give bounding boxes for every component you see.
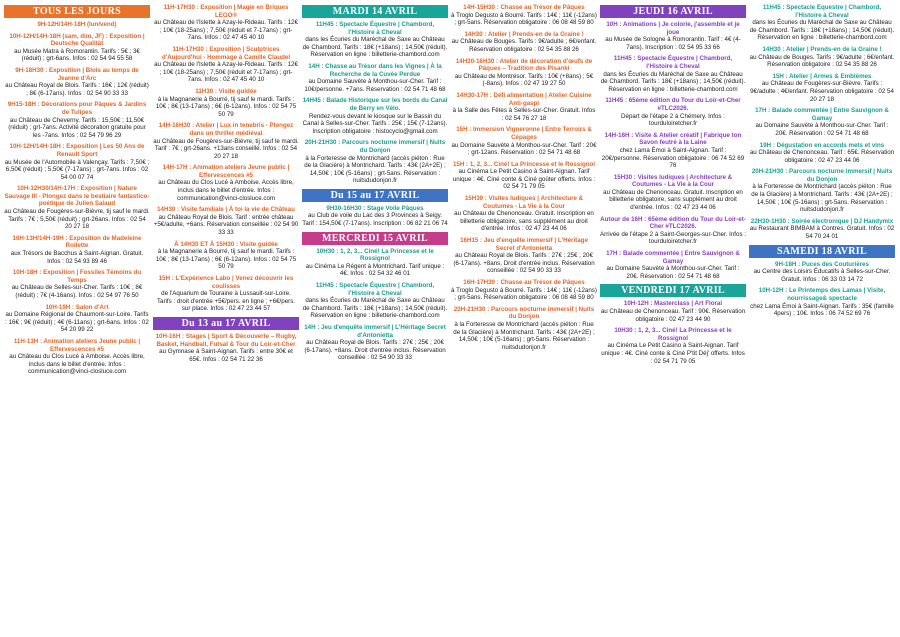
event-title: 10H-12H/14H-18H (sam, dim, JF) : Exposition | Deutsche Qualität: [9, 32, 145, 48]
event-details: au Château Royal de Blois. Tarifs : 27€ ; 25€ ; 20€ (6-17ans). +8ans. Droit d'entrée inclus. Réservation conseillée : 02 54 90 33 33: [304, 339, 446, 362]
event-details: au Château du Clos Lucé à Amboise. Accès libre, inclus dans le billet d'entrée. Infos : communication@vinci-closluce.com: [9, 353, 145, 376]
event-details: au Domaine Régional de Chaumont-sur-Loire. Tarifs : 16€ ; 9€ (réduit) ; 4€ (6-11ans) ; grt-6ans. Infos : 02 54 20 99 22: [5, 311, 149, 334]
event-entry: [600, 55, 746, 93]
event-details: au Château de Chenonceau. Gratuit. Inscription en billetterie obligatoire, sans supplément au droit d'entrée. Infos : 02 47 23 44 06: [454, 210, 594, 233]
event-entry: [600, 327, 746, 365]
event-title: 20H-21H30 : Parcours nocturne immersif | Nuits du Donjon: [453, 305, 595, 321]
event-entry: [302, 97, 448, 135]
event-title: À 14H30 ET À 15H30 : Visite guidée: [174, 240, 278, 248]
agenda-column: [749, 4, 895, 633]
event-details: au Château de Selles-sur-Cher. Tarifs : 10€ ; 8€ (réduit) ; 7€ (4-16ans). Infos : 02 54 97 76 50: [11, 284, 143, 299]
event-entry: [451, 31, 597, 54]
day-banner: Du 15 au 17 AVRIL: [302, 189, 448, 202]
event-details: à la Forteresse de Montrichard (accès piéton : Rue de la Glacière) à Montrichard. Tarifs : 43€ (2A+2E) ; 14,50€ ; 10€ (5-16ans) ; grt-5ans. Réservation : nuitsdudonjon.fr: [304, 154, 446, 185]
event-entry: [153, 241, 299, 271]
event-entry: [4, 304, 150, 334]
event-details: au Cinéma Le Petit Casino à Saint-Aignan. Tarif unique : 4€. Ciné conte & Ciné P'tit Déj' offerts. Infos : 02 54 71 79 05: [601, 342, 745, 365]
event-entry: [4, 269, 150, 299]
event-title: 14H-17H : Animation ateliers Jeune public | Effervescences #5: [162, 164, 290, 179]
event-title: 20H-21H30 : Parcours nocturne immersif | Nuits du Donjon: [304, 139, 446, 154]
event-entry: [4, 338, 150, 376]
event-details: chez Lama Émoi à Saint-Aignan. Tarifs : 35€ (famille 4pers) ; 10€. Infos : 06 74 52 69 76: [750, 302, 894, 318]
event-title: 9H-18H30 : Exposition | Blois au temps de Jeanne d'Arc: [15, 66, 139, 82]
event-details: au Château Royal de Blois. Tarifs : 16€ ; 12€ (réduit) ; 8€ (6-17ans). Infos : 02 54 90 33 33: [5, 82, 149, 97]
event-title: 15H : Immersion Vigneronne | Entre Terroirs & Cépages: [456, 126, 592, 141]
event-title: 11H45 : Spectacle Équestre | Chambord, l'Histoire à Cheval: [613, 55, 733, 70]
event-details: au Restaurant BIMBAM à Contres. Gratuit. Infos : 02 54 70 24 01: [749, 225, 895, 241]
event-entry: [302, 139, 448, 185]
event-details: au Domaine Sauvète à Monthou-sur-Cher. Tarif : 10€/personne. +7ans. Réservation : 02 54 71 48 68: [304, 78, 446, 93]
event-entry: [451, 237, 597, 275]
event-entry: [153, 46, 299, 84]
event-title: 11H45 : Spectacle Équestre | Chambord, l'Histoire à Cheval: [762, 4, 882, 19]
event-details: au Musée Matra à Romorantin. Tarifs : 5€ ; 3€ (réduit) ; grt-6ans. Infos : 02 54 94 55 58: [14, 47, 140, 63]
event-entry: [302, 21, 448, 59]
event-title: 15H : Atelier | Armes & Emblèmes: [772, 72, 872, 80]
event-details: au Musée de l'Automobile à Valençay. Tarifs : 7,50€ ; 6,50€ (réduit) ; 5,50€ (7-17ans) ; grt-7ans. Infos : 02 54 00 07 74: [4, 158, 150, 181]
day-banner: Du 13 au 17 AVRIL: [153, 317, 299, 330]
event-title: 10H-13H/14H-19H : Exposition de Madeleine Roilette: [12, 234, 142, 250]
event-entry: [749, 218, 895, 241]
event-entry: [153, 4, 299, 42]
event-entry: [749, 107, 895, 137]
event-details: au Château de Fougères-sur-Bièvre, tij sauf le mardi. Tarifs : 7€ ; 5,50€ (réduit) ; grt-26ans. Infos : 02 54 20 27 18: [4, 208, 150, 231]
event-entry: [749, 73, 895, 103]
agenda-column: [4, 4, 150, 633]
event-entry: [4, 101, 150, 139]
event-title: 10H : Animations | Je colorie, j'assemble et je joue: [606, 21, 740, 36]
event-title: 14H30-17H : Défi alimentation | Atelier Cuisine Anti-gaspi: [456, 91, 592, 107]
day-banner: MARDI 14 AVRIL: [302, 5, 448, 18]
event-details: au Château de Montrésor. Tarifs : 10€ (+8ans) ; 5€ (-8ans). Infos : 02 47 19 27 50: [454, 72, 594, 88]
event-entry: [749, 46, 895, 69]
event-title: 15H : 1, 2, 3... Ciné! La Princesse et le Rossignol: [452, 160, 596, 168]
event-entry: [600, 21, 746, 51]
event-title: 10H-19H : Salon d'Art: [45, 303, 109, 311]
event-title: 20H-21H30 : Parcours nocturne immersif | Nuits du Donjon: [751, 168, 893, 183]
event-entry: [4, 21, 150, 29]
event-details: aux Trésors de Bacchus à Saint-Aignan. Gratuit. Infos : 02 54 93 89 46: [10, 250, 144, 265]
event-details: au Club de voile du Lac des 3 Provinces à Seigy. Tarif : 154,50€ (7-17ans). Inscription : 06 82 21 06 74: [302, 212, 448, 228]
agenda-column: [600, 4, 746, 633]
event-title: 11H-17H30 : Exposition | Magie en Briques LEGO®: [163, 4, 289, 19]
event-entry: [600, 132, 746, 170]
event-entry: [451, 58, 597, 88]
event-title: 14H-16H30 : Atelier | Lux in tenebris - Plongez dans un thriller médiéval: [158, 122, 294, 137]
event-title: 22H30-1H30 : Soirée électronique | DJ Handymix: [750, 217, 894, 225]
event-details: à Troglo Degusto à Bourré. Tarifs : 14€ ; 11€ (-12ans) ; grt-5ans. Réservation obligatoire : 06 08 48 59 80: [451, 286, 597, 302]
event-details: de l'Aquarium de Touraine à Lussault-sur-Loire. Tarifs : droit d'entrée +5€/pers. en ligne ; +6€/pers. sur place. Infos : 02 47 23 44 57: [156, 290, 296, 313]
event-details: dans les Écuries du Maréchal de Saxe au Château de Chambord. Tarifs : 18€ (+18ans) ; 14,50€ (réduit). Réservation en ligne : billetterie-chambord.com: [302, 297, 448, 320]
event-entry: [749, 142, 895, 165]
event-title: 10H-12H : Masterclass | Art Floral: [623, 300, 723, 308]
event-entry: [153, 206, 299, 236]
event-title: 14H-16H : Visite & Atelier créatif | Fabrique ton Savon feutré à la Laine: [604, 131, 742, 147]
event-details: à la Salle des Fêtes à Selles-sur-Cher. Gratuit. Infos : 02 54 76 27 18: [452, 107, 596, 122]
event-title: 14H30-16H30 : Atelier de décoration d'œufs de Pâques – Tradition des Pisanki: [455, 57, 593, 73]
event-details: à la Forteresse de Montrichard (accès piéton : Rue de la Glacière) à Montrichard. Tarifs : 43€ (2A+2E) ; 14,50€ ; 10€ (5-16ans) ; grt-5ans. Réservation : nuitsdudonjon.fr: [751, 183, 893, 214]
day-banner: JEUDI 16 AVRIL: [600, 5, 746, 18]
event-entry: [451, 4, 597, 27]
agenda-column: [451, 4, 597, 633]
event-details: au Musée de Sologne à Romorantin. Tarif : 4€ (4-7ans). Inscription : 02 54 95 33 66: [605, 36, 741, 51]
event-details: au Château de Bouges. Tarifs : 9€/adulte ; 6€/enfant. Réservation obligatoire : 02 54 35 88 26: [451, 38, 597, 53]
event-details: au Château de Chenonceau. Gratuit. Inscription en billetterie obligatoire, sans supplément au droit d'entrée. Infos : 02 47 23 44 06: [603, 188, 743, 212]
event-details: dans les Écuries du Maréchal de Saxe au Château de Chambord. Tarifs : 18€ (+18ans) ; 14,50€ (réduit). Réservation en ligne : billetterie-chambord.com: [600, 70, 746, 93]
event-details: au Domaine Sauvète à Monthou-sur-Cher. Tarif : 20€ ; grt-12ans. Réservation : 02 54 71 48 68: [451, 141, 597, 157]
event-details: au Château de Cheverny. Tarifs : 15,50€ ; 11,50€ (réduit) ; grt-7ans. Activité décoration gratuite pour les -7ans. Infos : 02 54 79 96 29: [8, 116, 146, 139]
day-banner: TOUS LES JOURS: [4, 5, 150, 18]
event-title: 14H : Jeu d'enquête immersif | L'Héritage Secret d'Antonietta: [304, 324, 446, 339]
event-title: 11H-17H30 : Exposition | Sculptrices d'Aujourd'hui - Hommage à Camille Claudel: [161, 45, 291, 61]
event-entry: [451, 279, 597, 302]
event-details: au Château de Bouges. Tarifs : 9€/adulte ; 6€/enfant. Réservation obligatoire : 02 54 35 88 26: [749, 53, 895, 69]
event-details: au Château de l'Islette à Azay-le-Rideau. Tarifs : 12€ ; 10€ (18-25ans) ; 7,50€ (réduit et 7-17ans) ; grt-7ans. Infos : 02 47 45 40 10: [154, 19, 298, 42]
event-title: 10H-12H/14H-18H : Exposition | Les 50 Ans de Renault Sport: [9, 143, 145, 158]
event-details: à la Magnanerie à Bourré, tij sauf le mardi. Tarifs : 10€ ; 8€ (13-17ans) ; 6€ (6-12ans). Infos : 02 54 75 50 79: [155, 95, 297, 118]
event-entry: [302, 324, 448, 362]
event-details: au Château de Chenonceau. Tarif : 90€. Réservation obligatoire : 02 47 23 44 90: [600, 308, 746, 323]
event-entry: [302, 282, 448, 320]
event-details: au Château de Chenonceau. Tarif : 65€. Réservation obligatoire : 02 47 23 44 06: [749, 149, 895, 164]
event-title: 10H30 : 1, 2, 3... Ciné! La Princesse et le Rossignol: [316, 247, 434, 263]
event-title: 17H : Balade commentée | Entre Sauvignon & Gamay: [606, 250, 740, 265]
event-details: au Château du Clos Lucé à Amboise. Accès libre, inclus dans le billet d'entrée. Infos : communication@vinci-closluce.com: [158, 179, 294, 202]
event-title: 9H-18H : Puces des Couturières: [775, 260, 869, 268]
event-details: au Château de Fougères-sur-Bièvre, tij sauf le mardi. Tarif : 7€ ; grt-26ans. +13ans conseillé. Infos : 02 54 20 27 18: [153, 137, 299, 160]
event-entry: [4, 235, 150, 265]
event-title: 16H-17H30 : Chasse au Trésor de Pâques: [463, 279, 585, 286]
event-title: 14H30 : Atelier | Prends-en de la Graine !: [762, 45, 882, 53]
event-title: 11H30 : Visite guidée: [195, 87, 257, 95]
event-entry: [4, 67, 150, 97]
event-entry: [4, 143, 150, 181]
day-banner: MERCREDI 15 AVRIL: [302, 232, 448, 245]
event-entry: [302, 63, 448, 93]
event-entry: [153, 275, 299, 313]
event-title: 16H15 : Jeu d'enquête immersif | L'Héritage Secret d'Antonietta: [460, 237, 588, 252]
event-details: Rendez-vous devant le kiosque sur le Bassin du Canal à Selles-sur-Cher. Tarifs : 25€ ; 15€ (7-12ans). Inscription obligatoire : histocyclo@gmail.com: [302, 112, 448, 135]
event-entry: [749, 168, 895, 214]
event-details: à Troglo Degusto à Bourré. Tarifs : 14€ ; 11€ (-12ans) ; grt-5ans. Réservation obligatoire : 06 08 48 59 80: [451, 11, 597, 27]
agenda-column: [302, 4, 448, 633]
event-entry: [153, 122, 299, 160]
event-title: 15H30 : Visites ludiques | Architecture & Coutumes - La Vie à la Cour: [613, 173, 733, 189]
event-title: 14H : Chasse au Trésor dans les Vignes | À la Recherche de la Cuvée Perdue: [308, 62, 442, 78]
event-details: au Château de Fougères-sur-Bièvre. Tarifs : 9€/adulte ; 4€/enfant. Réservation obligatoire : 02 54 20 27 18: [750, 80, 894, 103]
event-entry: [600, 174, 746, 212]
event-title: 10H-12H30/14H-17H : Exposition | Nature Sauvage III - Plongez dans le bestiaire fantastico-poétique de Julien Salaud: [4, 185, 150, 208]
event-entry: [153, 88, 299, 118]
event-entry: [451, 92, 597, 122]
day-banner: VENDREDI 17 AVRIL: [600, 284, 746, 297]
event-title: 11H-13H : Animation ateliers Jeune public | Effervescences #5: [13, 337, 141, 353]
event-details: Arrivée de l'étape 2 à Saint-Georges-sur-Cher. Infos : tourduloiretcher.fr: [600, 230, 746, 246]
event-title: 14H30 : Atelier | Prends-en de la Graine !: [464, 30, 584, 38]
event-details: dans les Écuries du Maréchal de Saxe au Château de Chambord. Tarifs : 18€ (+18ans) ; 14,50€ (réduit). Réservation en ligne : billetterie-chambord.com: [749, 19, 895, 42]
event-entry: [600, 216, 746, 246]
event-details: au Château de l'Islette à Azay-le-Rideau. Tarifs : 12€ ; 10€ (18-25ans) ; 7,50€ (réduit et 7-17ans) ; grt-7ans. Infos : 02 47 45 40 10: [154, 61, 298, 84]
event-entry: [4, 185, 150, 231]
event-title: 10H30 : 1, 2, 3... Ciné! La Princesse et le Rossignol: [614, 327, 732, 342]
event-entry: [749, 287, 895, 317]
event-entry: [451, 126, 597, 156]
event-title: 14H30 : Visite familiale | À toi la vie de Château: [157, 206, 295, 214]
event-entry: [153, 164, 299, 202]
event-entry: [4, 33, 150, 63]
event-title: 10H-12H : Le Printemps des Lamas | Visite, nourrissage& spectacle: [758, 287, 886, 302]
event-details: au Cinéma Le Régent à Montrichard. Tarif unique : 4€. Infos : 02 54 32 46 01: [305, 262, 445, 278]
day-banner: SAMEDI 18 AVRIL: [749, 245, 895, 258]
event-title: 11H45 : 65ème édition du Tour du Loir-et-Cher #TLC2026.: [605, 97, 741, 112]
event-details: au Gymnase à Saint-Aignan. Tarifs : entre 30€ et 65€. Infos : 02 54 71 22 36: [159, 348, 293, 363]
event-details: à la Magnanerie à Bourré, tij sauf le mardi. Tarifs : 10€ ; 8€ (13-17ans) ; 6€ (6-12ans). Infos : 02 54 75 50 79: [155, 248, 297, 271]
event-title: 10H-16H : Stages | Sport & Découverte – Rugby, Basket, Handball, Futsal & Tour du Loir-et-Cher: [155, 332, 297, 348]
event-title: 15H : L'Expérience Labo | Venez découvrir les coulisses: [158, 275, 294, 290]
event-entry: [451, 161, 597, 191]
event-details: au Château Royal de Blois. Tarif : entrée château +5€/adulte, +6ans. Réservation conseillée : 02 54 90 33 33: [153, 213, 299, 237]
event-details: Départ de l'étape 2 à Chémery. Infos : tourduloiretcher.fr: [621, 112, 725, 128]
event-title: 14H45 : Balade Historique sur les bords du Canal de Berry en Vélo.: [302, 97, 448, 112]
event-entry: [451, 195, 597, 233]
event-title: 9H-12H/14H-18H (lun/vend): [37, 21, 117, 28]
event-details: chez Lama Émoi à Saint-Aignan. Tarif : 20€/personne. Réservation obligatoire : 06 74 52 69 76: [601, 146, 745, 170]
event-entry: [600, 97, 746, 127]
event-details: à la Forteresse de Montrichard (accès piéton : Rue de la Glacière) à Montrichard. Tarifs : 43€ (2A+2E) ; 14,50€ ; 10€ (5-16ans) ; grt-5ans. Réservation : nuitsdudonjon.fr: [453, 320, 595, 351]
event-entry: [600, 250, 746, 280]
event-details: au Cinéma Le Petit Casino à Saint-Aignan. Tarif unique : 4€. Ciné conte & Ciné goûter offerts. Infos : 02 54 71 79 05: [452, 168, 596, 191]
event-title: 11H45 : Spectacle Équestre | Chambord, l'Histoire à Cheval: [315, 282, 435, 297]
event-entry: [302, 248, 448, 278]
event-title: 10H-18H : Exposition | Fossiles Témoins du Temps: [12, 269, 142, 284]
event-title: 9H15-18H : Décorations pour Pâques & Jardins de Tulipes: [7, 101, 147, 116]
event-entry: [153, 333, 299, 363]
event-entry: [749, 261, 895, 284]
event-entry: [749, 4, 895, 42]
event-entry: [451, 306, 597, 352]
event-details: dans les Écuries du Maréchal de Saxe au Château de Chambord. Tarifs : 18€ (+18ans) ; 14,50€ (réduit). Réservation en ligne : billetterie-chambord.com: [302, 36, 448, 59]
event-details: au Centre des Loisirs Éducatifs à Selles-sur-Cher. Gratuit. Infos : 06 33 03 14 72: [753, 268, 891, 283]
event-title: 14H-15H30 : Chasse au Trésor de Pâques: [463, 4, 585, 11]
event-details: au Château Royal de Blois. Tarifs : 27€ ; 25€ ; 20€ (6-17ans). +8ans. Droit d'entrée inclus. Réservation conseillée : 02 54 90 33 33: [453, 252, 595, 275]
agenda-column: [153, 4, 299, 633]
event-entry: [302, 205, 448, 228]
event-details: au Domaine Sauvète à Monthou-sur-Cher. Tarif : 20€. Réservation : 02 54 71 48 68: [606, 265, 740, 280]
event-title: 15H30 : Visites ludiques | Architecture & Coutumes - La Vie à la Cour: [464, 195, 584, 210]
event-details: au Domaine Sauvète à Monthou-sur-Cher. Tarif : 20€. Réservation : 02 54 71 48 68: [755, 122, 889, 137]
event-title: 11H45 : Spectacle Équestre | Chambord, l'Histoire à Cheval: [315, 21, 435, 36]
event-title: 9H30-16H30 : Stage Voile Pâques: [326, 204, 424, 212]
event-title: Autour de 16H : 65ème édition du Tour du Loir-et-Cher #TLC2026.: [600, 215, 746, 231]
event-title: 19H : Dégustation en accords mets et vins: [759, 141, 885, 149]
event-title: 17H : Balade commentée | Entre Sauvignon & Gamay: [755, 107, 889, 122]
event-entry: [600, 300, 746, 323]
